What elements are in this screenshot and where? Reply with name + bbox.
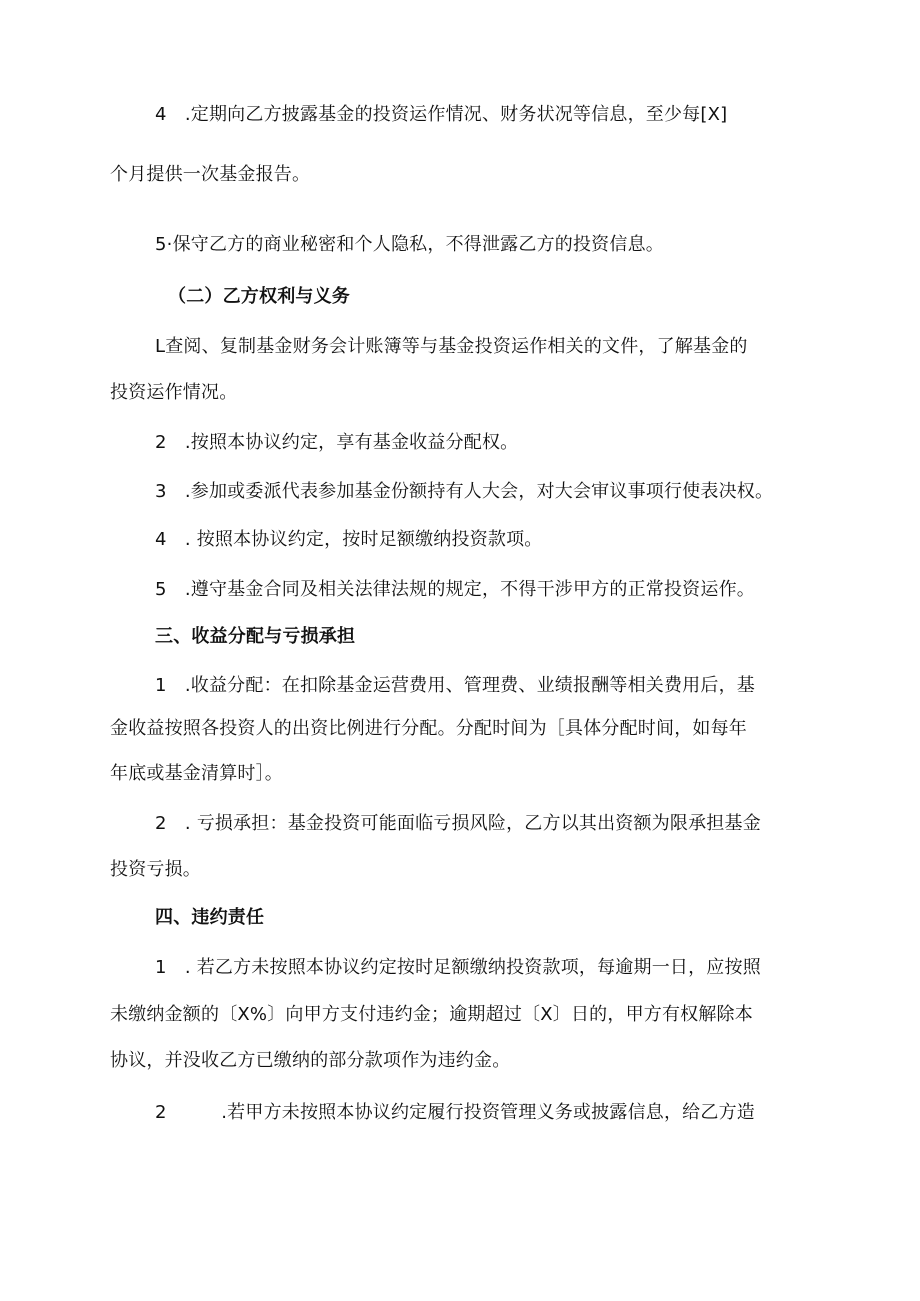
party-b-clause-2: 2 .按照本协议约定，享有基金收益分配权。 (155, 432, 519, 453)
breach-clause-2-line-1: 2 .若甲方未按照本协议约定履行投资管理义务或披露信息，给乙方造 (155, 1102, 755, 1123)
party-b-clause-4: 4 . 按照本协议约定，按时足额缴纳投资款项。 (155, 529, 543, 550)
party-b-clause-5: 5 .遵守基金合同及相关法律法规的规定，不得干涉甲方的正常投资运作。 (155, 579, 755, 600)
section-heading-party-b-rights: （二）乙方权利与义务 (168, 286, 350, 307)
party-b-clause-3: 3 .参加或委派代表参加基金份额持有人大会，对大会审议事项行使表决权。 (155, 481, 774, 502)
clause-4-line-1: 4 .定期向乙方披露基金的投资运作情况、财务状况等信息，至少每[X] (155, 104, 728, 125)
profit-clause-1-line-3: 年底或基金清算时］。 (110, 763, 283, 784)
clause-4-line-2: 个月提供一次基金报告。 (110, 164, 311, 185)
section-heading-profit-loss: 三、收益分配与亏损承担 (155, 626, 356, 647)
profit-clause-1-line-2: 金收益按照各投资人的出资比例进行分配。分配时间为［具体分配时间，如每年 (110, 718, 747, 739)
breach-clause-1-line-1: 1 . 若乙方未按照本协议约定按时足额缴纳投资款项，每逾期一日，应按照 (155, 957, 761, 978)
breach-clause-1-line-2: 未缴纳金额的〔X%〕向甲方支付违约金；逾期超过〔X〕日的，甲方有权解除本 (110, 1004, 753, 1025)
loss-clause-2-line-2: 投资亏损。 (110, 859, 201, 880)
profit-clause-1-line-1: 1 .收益分配：在扣除基金运营费用、管理费、业绩报酬等相关费用后，基 (155, 675, 755, 696)
loss-clause-2-line-1: 2 . 亏损承担：基金投资可能面临亏损风险，乙方以其出资额为限承担基金 (155, 813, 761, 834)
party-b-clause-1-line-1: L查阅、复制基金财务会计账簿等与基金投资运作相关的文件，了解基金的 (155, 336, 748, 357)
party-b-clause-1-line-2: 投资运作情况。 (110, 382, 238, 403)
clause-5-line-1: 5·保守乙方的商业秘密和个人隐私，不得泄露乙方的投资信息。 (155, 234, 664, 255)
breach-clause-1-line-3: 协议，并没收乙方已缴纳的部分款项作为违约金。 (110, 1050, 511, 1071)
section-heading-breach-liability: 四、违约责任 (155, 907, 265, 928)
